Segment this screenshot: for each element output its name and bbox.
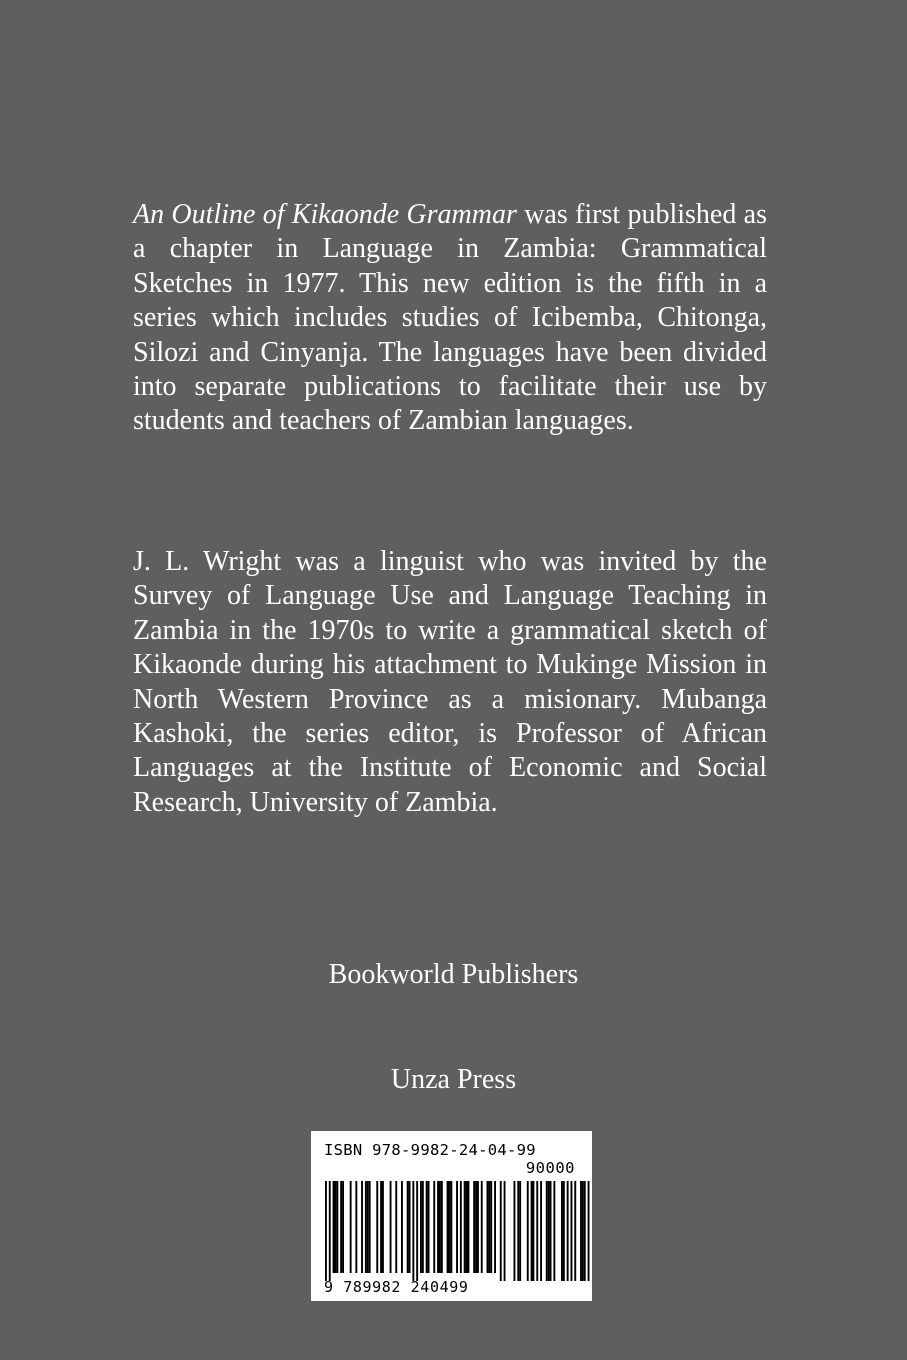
- blurb-paragraph: [133, 198, 767, 439]
- barcode-bar-20: [409, 1181, 411, 1273]
- addon-bar-53: [531, 1181, 533, 1281]
- addon-bar-51: [519, 1181, 521, 1281]
- addon-bar-60: [553, 1181, 555, 1281]
- barcode-bar-15: [382, 1181, 384, 1273]
- barcode-bar-14: [380, 1181, 382, 1273]
- addon-bar-57: [546, 1181, 548, 1281]
- barcode-bar-35: [460, 1181, 462, 1273]
- barcode-bar-41: [477, 1181, 479, 1273]
- book-title: An Outline of Kikaonde Grammar: [133, 199, 517, 230]
- barcode-bar-19: [407, 1181, 409, 1273]
- addon-bar-54: [533, 1181, 535, 1281]
- barcode-bar-8: [355, 1181, 357, 1273]
- barcode-bar-17: [395, 1181, 397, 1273]
- barcode-bar-33: [450, 1181, 452, 1273]
- barcode-bar-27: [433, 1181, 435, 1273]
- addon-bar-50: [517, 1181, 519, 1281]
- addon-bar-62: [563, 1181, 565, 1281]
- barcode-bars: [311, 1131, 592, 1301]
- barcode-bar-2: [333, 1181, 335, 1273]
- barcode-bar-6: [342, 1181, 344, 1273]
- barcode-bar-39: [473, 1181, 475, 1273]
- barcode-bar-25: [426, 1181, 428, 1273]
- ean-digits: 9 789982 240499: [324, 1278, 469, 1296]
- addon-bar-68: [584, 1181, 586, 1281]
- barcode-bar-48: [504, 1181, 506, 1281]
- publisher-bookworld: Bookworld Publishers: [328, 959, 579, 990]
- barcode-bar-40: [475, 1181, 477, 1273]
- addon-bar-56: [540, 1181, 542, 1281]
- addon-bar-59: [550, 1181, 552, 1281]
- barcode-bar-7: [350, 1181, 352, 1273]
- barcode-bar-9: [361, 1181, 363, 1273]
- barcode-bar-1: [329, 1181, 331, 1281]
- barcode-bar-28: [437, 1181, 439, 1273]
- barcode-bar-26: [428, 1181, 430, 1273]
- barcode-bar-42: [481, 1181, 483, 1273]
- barcode-bar-5: [340, 1181, 342, 1273]
- barcode-bar-0: [325, 1181, 327, 1281]
- barcode-bar-23: [420, 1181, 422, 1273]
- barcode-bar-13: [376, 1181, 378, 1273]
- barcode-bar-44: [488, 1181, 490, 1273]
- addon-bar-63: [567, 1181, 569, 1281]
- barcode-bar-3: [335, 1181, 337, 1273]
- barcode-bar-29: [439, 1181, 441, 1273]
- barcode-bar-22: [416, 1181, 418, 1281]
- addon-bar-61: [561, 1181, 563, 1281]
- barcode-bar-10: [365, 1181, 367, 1273]
- barcode-bar-24: [422, 1181, 424, 1273]
- addon-bar-64: [571, 1181, 573, 1281]
- addon-bar-52: [527, 1181, 529, 1281]
- barcode-bar-12: [369, 1181, 371, 1273]
- barcode-bar-18: [401, 1181, 403, 1273]
- barcode-bar-46: [494, 1181, 496, 1273]
- barcode-bar-36: [464, 1181, 466, 1273]
- addon-bar-69: [588, 1181, 590, 1281]
- barcode-bar-38: [468, 1181, 470, 1273]
- barcode-bar-30: [441, 1181, 443, 1273]
- addon-bar-49: [514, 1181, 516, 1281]
- barcode-bar-45: [490, 1181, 492, 1273]
- barcode-bar-32: [449, 1181, 451, 1273]
- barcode-bar-47: [500, 1181, 502, 1281]
- price-addon-code: 90000: [525, 1159, 575, 1177]
- addon-bar-65: [574, 1181, 576, 1281]
- blurb-text: was first published as a chapter in Language in Zambia: Grammatical Sketches in 1977. This new edition is the fifth in a series which includes studies of Icibemba, Chitonga, Silozi and Cinyanja. The languages have been divided into separate publications to facilitate their use by students and teachers of Zambian languages.: [133, 199, 767, 437]
- barcode-bar-4: [336, 1181, 338, 1273]
- addon-bar-67: [582, 1181, 584, 1281]
- addon-bar-58: [548, 1181, 550, 1281]
- barcode-bar-37: [466, 1181, 468, 1273]
- author-bio: J. L. Wright was a linguist who was invited by the Survey of Language Use and Language Teaching in Zambia in the 1970s to write a grammatical sketch of Kikaonde during his attachment to Mukinge Mission in North Western Province as a misionary. Mubanga Kashoki, the series editor, is Professor of African Languages at the Institute of Economic and Social Research, University of Zambia.: [133, 546, 767, 818]
- barcode-bar-31: [447, 1181, 449, 1273]
- addon-bar-66: [580, 1181, 582, 1281]
- isbn-barcode: [311, 1131, 592, 1301]
- barcode-bar-16: [390, 1181, 392, 1273]
- barcode-bar-11: [367, 1181, 369, 1273]
- barcode-bar-43: [487, 1181, 489, 1273]
- addon-bar-55: [536, 1181, 538, 1281]
- barcode-bar-21: [412, 1181, 414, 1281]
- barcode-bar-34: [456, 1181, 458, 1273]
- publisher-unza-press: Unza Press: [390, 1064, 517, 1095]
- isbn-label: ISBN 978-9982-24-04-99: [324, 1141, 536, 1159]
